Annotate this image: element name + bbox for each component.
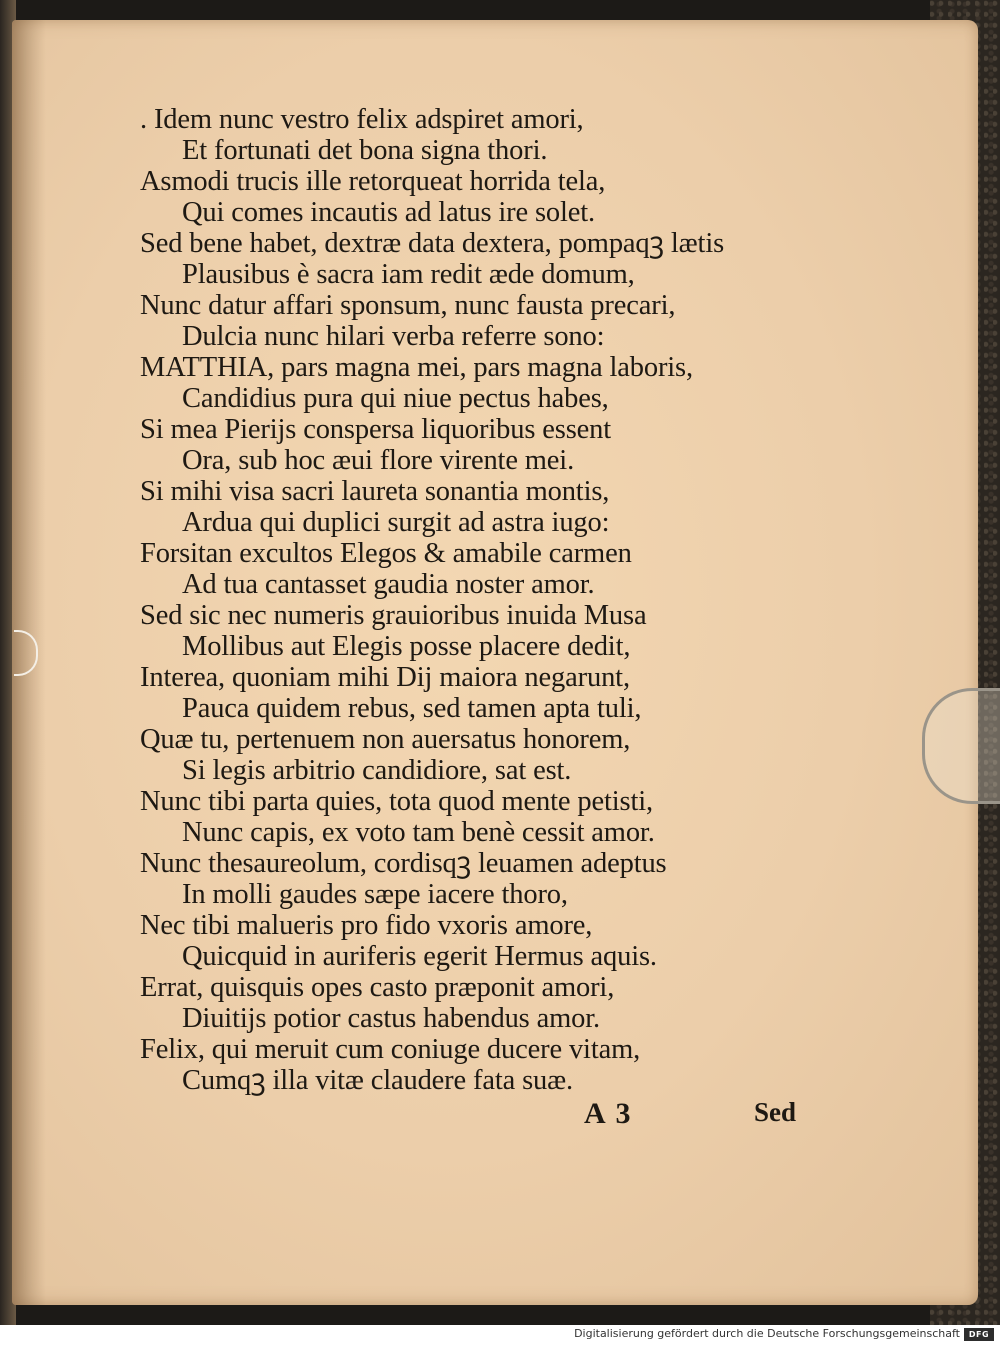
- verse-line: Ardua qui duplici surgit ad astra iugo:: [182, 507, 610, 538]
- verse-line: Si mea Pierijs conspersa liquoribus essent: [140, 414, 612, 445]
- verse-line: Nunc capis, ex voto tam benè cessit amor.: [182, 817, 655, 848]
- verse-line: Diuitijs potior castus habendus amor.: [182, 1003, 600, 1034]
- verse-line: Ora, sub hoc æui flore virente mei.: [182, 445, 575, 476]
- footer-bar: [0, 1325, 1000, 1345]
- verse-line: Si legis arbitrio candidiore, sat est.: [182, 755, 572, 786]
- verse-line: Cumqꝫ illa vitæ claudere fata suæ.: [182, 1065, 573, 1096]
- verse-line: Dulcia nunc hilari verba referre sono:: [182, 321, 605, 352]
- poem-text-block: [140, 104, 820, 1096]
- verse-line: Nunc datur affari sponsum, nunc fausta precari,: [140, 290, 676, 321]
- verse-line: Mollibus aut Elegis posse placere dedit,: [182, 631, 631, 662]
- verse-line: Si mihi visa sacri laureta sonantia montis,: [140, 476, 610, 507]
- verse-line: In molli gaudes sæpe iacere thoro,: [182, 879, 568, 910]
- verse-line: Pauca quidem rebus, sed tamen apta tuli,: [182, 693, 642, 724]
- verse-line: Interea, quoniam mihi Dij maiora negarunt,: [140, 662, 630, 693]
- verse-line: . Idem nunc vestro felix adspiret amori,: [140, 104, 584, 135]
- catchword: Sed: [754, 1097, 797, 1127]
- page-clip: [922, 688, 1000, 804]
- verse-line: Nec tibi malueris pro fido vxoris amore,: [140, 910, 593, 941]
- verse-line: Quicquid in auriferis egerit Hermus aquis.: [182, 941, 657, 972]
- signature-mark: A 3: [584, 1097, 633, 1130]
- verse-line: Asmodi trucis ille retorqueat horrida tela,: [140, 166, 606, 197]
- verse-line: Plausibus è sacra iam redit æde domum,: [182, 259, 635, 290]
- verse-line: Felix, qui meruit cum coniuge ducere vitam,: [140, 1034, 641, 1065]
- verse-line: Et fortunati det bona signa thori.: [182, 135, 548, 166]
- verse-line: Nunc thesaureolum, cordisqꝫ leuamen adeptus: [140, 848, 667, 879]
- footer-credit: Digitalisierung gefördert durch die Deutsche Forschungsgemeinschaft: [574, 1327, 960, 1340]
- verse-line: Qui comes incautis ad latus ire solet.: [182, 197, 595, 228]
- verse-line: Forsitan excultos Elegos & amabile carmen: [140, 538, 632, 569]
- verse-line: Sed sic nec numeris grauioribus inuida Musa: [140, 600, 647, 631]
- dfg-logo-icon: DFG: [964, 1328, 994, 1341]
- verse-line: Sed bene habet, dextræ data dextera, pompaqꝫ lætis: [140, 228, 725, 259]
- verse-line: Nunc tibi parta quies, tota quod mente petisti,: [140, 786, 653, 817]
- verse-line: Ad tua cantasset gaudia noster amor.: [182, 569, 595, 600]
- verse-line: Candidius pura qui niue pectus habes,: [182, 383, 609, 414]
- verse-line: Quæ tu, pertenuem non auersatus honorem,: [140, 724, 631, 755]
- verse-line: MATTHIA, pars magna mei, pars magna laboris,: [140, 352, 693, 383]
- verse-line: Errat, quisquis opes casto præponit amori,: [140, 972, 615, 1003]
